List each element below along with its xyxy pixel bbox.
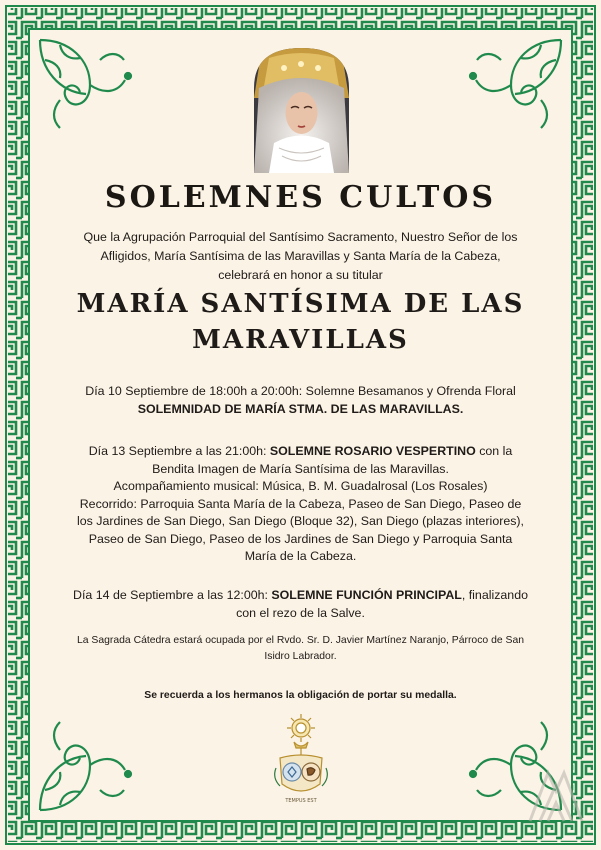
brotherhood-emblem-icon <box>270 712 332 804</box>
titular-line: MARAVILLAS <box>192 325 409 355</box>
corner-flourish-bottom-left <box>40 722 131 810</box>
event-day-3-text: con el rezo de la Salve. <box>236 605 365 620</box>
event-day-2-route: Recorrido: Parroquia Santa María de la Cabeza, Paseo de San Diego, Paseo de <box>79 496 522 511</box>
intro-line: celebrará en honor a su titular <box>218 268 383 282</box>
event-day-3-text: Día 14 de Septiembre a las 12:00h: <box>73 588 272 602</box>
event-day-2-text: Bendita Imagen de María Santísima de las Maravillas. <box>152 461 449 476</box>
event-day-3-title: SOLEMNE FUNCIÓN PRINCIPAL <box>271 588 462 602</box>
event-day-2-title: SOLEMNE ROSARIO VESPERTINO <box>269 444 476 458</box>
event-day-2-text: con la <box>475 444 513 458</box>
intro-text <box>50 228 551 285</box>
virgin-portrait-image <box>254 48 349 173</box>
event-day-3-text: , finalizando <box>461 588 528 602</box>
event-day-2-music: Acompañamiento musical: Música, B. M. Guadalrosal (Los Rosales) <box>113 479 488 493</box>
catedra-line: Isidro Labrador. <box>264 651 337 662</box>
corner-flourish-top-left <box>40 40 131 128</box>
intro-line: Afligidos, María Santísima de las Maravillas y Santa María de la Cabeza, <box>100 249 501 263</box>
event-day-2-route: María de la Cabeza. <box>244 549 357 563</box>
event-day-1 <box>40 383 561 418</box>
titular-line: MARÍA SANTÍSIMA DE LAS <box>76 289 525 319</box>
event-day-3 <box>40 587 561 622</box>
watermark-logo-icon <box>522 765 590 825</box>
intro-line: Que la Agrupación Parroquial del Santísimo Sacramento, Nuestro Señor de los <box>83 230 518 244</box>
titular-heading <box>30 286 571 358</box>
catedra-note <box>40 633 561 665</box>
page-title: SOLEMNES CULTOS <box>104 180 497 215</box>
event-day-1-text: Día 10 Septiembre de 18:00h a 20:00h: Solemne Besamanos y Ofrenda Floral <box>85 384 516 398</box>
medal-reminder: Se recuerda a los hermanos la obligación de portar su medalla. <box>144 690 457 701</box>
event-day-2-route: Paseo de San Diego, Paseo de los Jardines de San Diego y Parroquia Santa <box>88 531 513 546</box>
corner-flourish-top-right <box>470 40 561 128</box>
event-day-2 <box>40 443 561 566</box>
event-day-1-title: SOLEMNIDAD DE MARÍA STMA. DE LAS MARAVILLAS. <box>137 401 464 416</box>
emblem-motto: TEMPUS EST <box>285 798 317 804</box>
event-day-2-route: los Jardines de San Diego, San Diego (Bloque 32), San Diego (plazas interiores), <box>76 514 524 528</box>
catedra-line: La Sagrada Cátedra estará ocupada por el Rvdo. Sr. D. Javier Martínez Naranjo, Párroco de San <box>76 635 525 646</box>
event-day-2-text: Día 13 Septiembre a las 21:00h: <box>88 444 270 458</box>
